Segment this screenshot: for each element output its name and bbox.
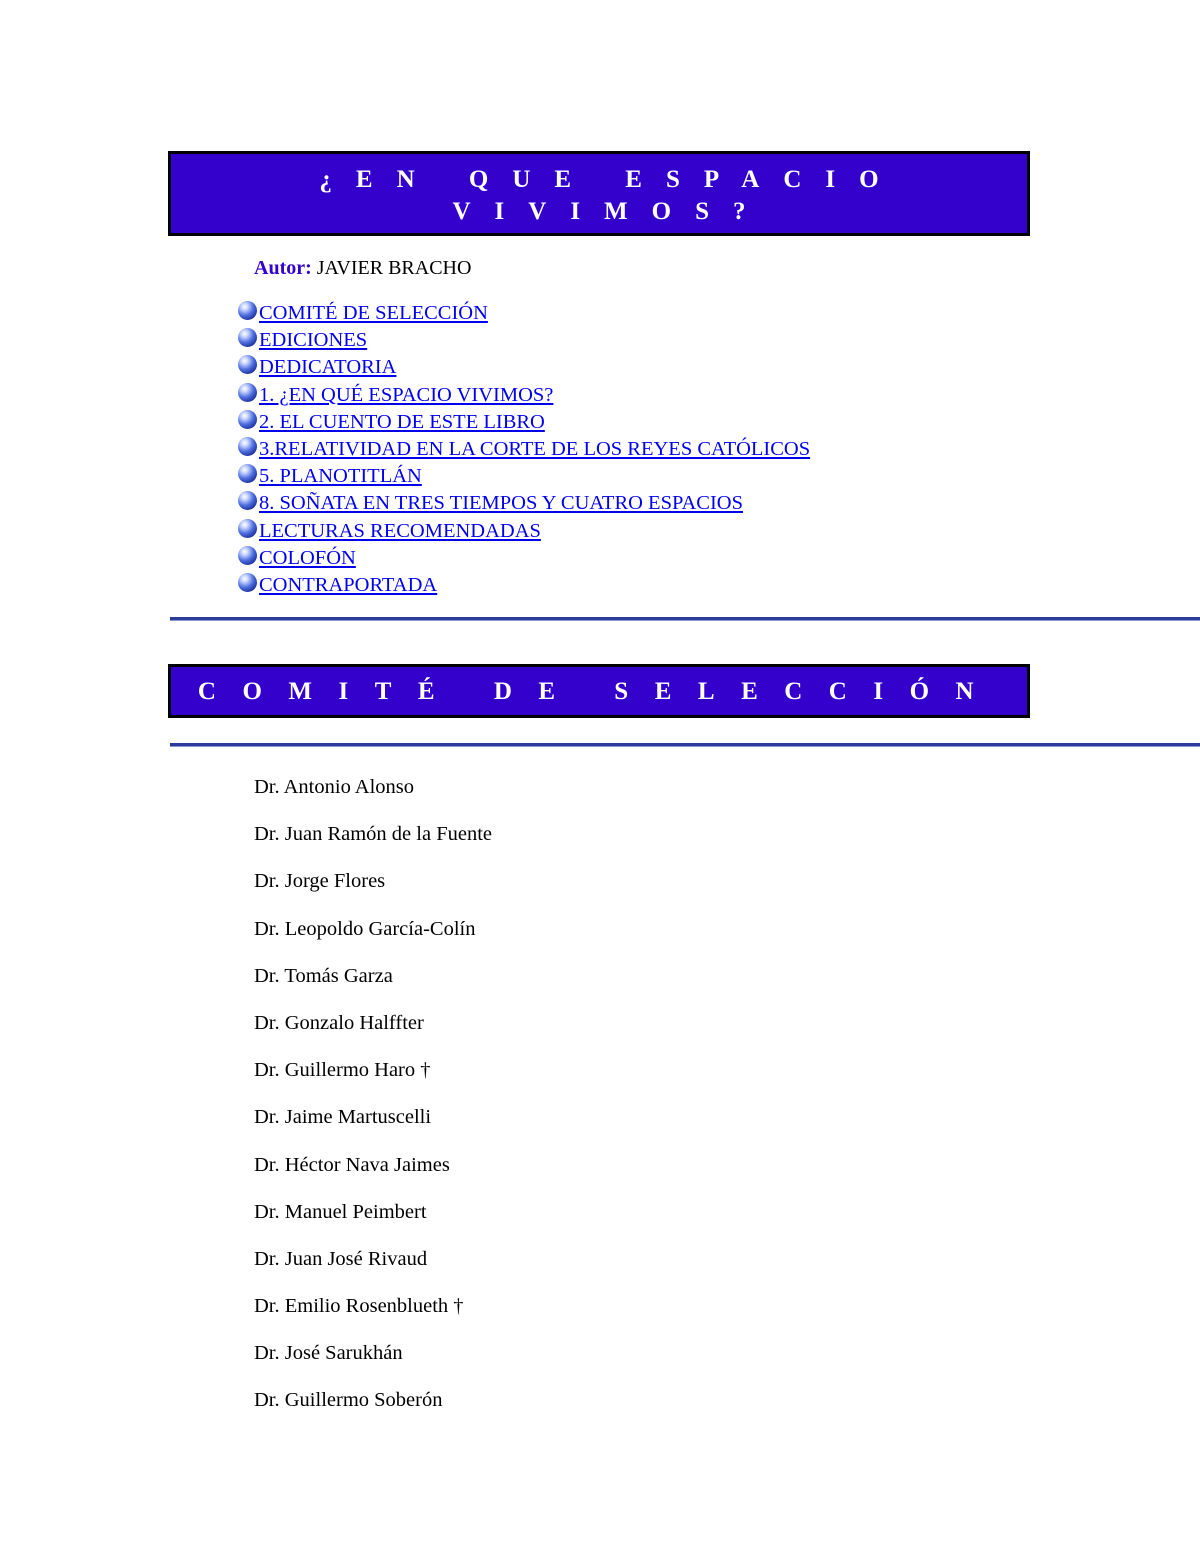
- committee-member-list: [254, 772, 492, 1433]
- blue-sphere-bullet-icon: [238, 355, 257, 374]
- author-line: [254, 254, 471, 282]
- toc-link-chapter-3[interactable]: 3.RELATIVIDAD EN LA CORTE DE LOS REYES CATÓLICOS: [259, 438, 811, 461]
- toc-item: [238, 545, 810, 572]
- committee-member: Dr. Leopoldo García-Colín: [254, 917, 476, 940]
- committee-member: Dr. Jorge Flores: [254, 870, 386, 893]
- blue-sphere-bullet-icon: [238, 519, 257, 538]
- toc-item: [238, 490, 810, 517]
- committee-member: Dr. Héctor Nava Jaimes: [254, 1153, 450, 1176]
- section-title: COMITÉ DE SELECCIÓN: [197, 678, 1001, 705]
- toc-link-lecturas[interactable]: LECTURAS RECOMENDADAS: [259, 519, 541, 542]
- committee-member: Dr. Jaime Martuscelli: [254, 1106, 432, 1129]
- toc-item: [238, 463, 810, 490]
- book-title-line-1: ¿EN QUE ESPACIO: [319, 166, 903, 193]
- committee-member: Dr. Manuel Peimbert: [254, 1200, 427, 1223]
- table-of-contents: [238, 300, 810, 599]
- blue-sphere-bullet-icon: [238, 546, 257, 565]
- blue-sphere-bullet-icon: [238, 410, 257, 429]
- toc-item: [238, 354, 810, 381]
- committee-member: Dr. Gonzalo Halffter: [254, 1011, 424, 1034]
- blue-sphere-bullet-icon: [238, 491, 257, 510]
- blue-sphere-bullet-icon: [238, 383, 257, 402]
- toc-link-dedicatoria[interactable]: DEDICATORIA: [259, 356, 397, 379]
- toc-link-chapter-5[interactable]: 5. PLANOTITLÁN: [259, 465, 422, 488]
- toc-link-ediciones[interactable]: EDICIONES: [259, 329, 368, 352]
- toc-link-chapter-8[interactable]: 8. SOÑATA EN TRES TIEMPOS Y CUATRO ESPACIOS: [259, 492, 744, 515]
- committee-member: Dr. Juan Ramón de la Fuente: [254, 823, 492, 846]
- section-title-banner: [168, 664, 1030, 718]
- blue-sphere-bullet-icon: [238, 301, 257, 320]
- book-title-line-2: VIVIMOS?: [452, 198, 770, 225]
- committee-member: Dr. Guillermo Haro †: [254, 1059, 431, 1082]
- toc-item: [238, 382, 810, 409]
- blue-sphere-bullet-icon: [238, 464, 257, 483]
- committee-member: Dr. Juan José Rivaud: [254, 1247, 428, 1270]
- toc-item: [238, 572, 810, 599]
- committee-member: Dr. José Sarukhán: [254, 1342, 403, 1365]
- blue-sphere-bullet-icon: [238, 328, 257, 347]
- horizontal-divider: [170, 617, 1200, 621]
- blue-sphere-bullet-icon: [238, 437, 257, 456]
- committee-member: Dr. Antonio Alonso: [254, 776, 415, 798]
- author-label: Autor:: [254, 257, 312, 279]
- toc-item: [238, 300, 810, 327]
- toc-item: [238, 327, 810, 354]
- committee-member: Dr. Guillermo Soberón: [254, 1389, 443, 1412]
- author-name: JAVIER BRACHO: [316, 257, 472, 279]
- horizontal-divider: [170, 743, 1200, 747]
- toc-link-contraportada[interactable]: CONTRAPORTADA: [259, 573, 438, 596]
- committee-member: Dr. Tomás Garza: [254, 964, 393, 987]
- toc-item: [238, 518, 810, 545]
- toc-link-chapter-1[interactable]: 1. ¿EN QUÉ ESPACIO VIVIMOS?: [259, 383, 554, 406]
- toc-link-chapter-2[interactable]: 2. EL CUENTO DE ESTE LIBRO: [259, 410, 545, 433]
- toc-item: [238, 436, 810, 463]
- toc-item: [238, 409, 810, 436]
- blue-sphere-bullet-icon: [238, 573, 257, 592]
- toc-link-colofon[interactable]: COLOFÓN: [259, 546, 356, 569]
- book-title-banner: [168, 151, 1030, 236]
- committee-member: Dr. Emilio Rosenblueth †: [254, 1295, 464, 1318]
- toc-link-comite[interactable]: COMITÉ DE SELECCIÓN: [259, 302, 488, 325]
